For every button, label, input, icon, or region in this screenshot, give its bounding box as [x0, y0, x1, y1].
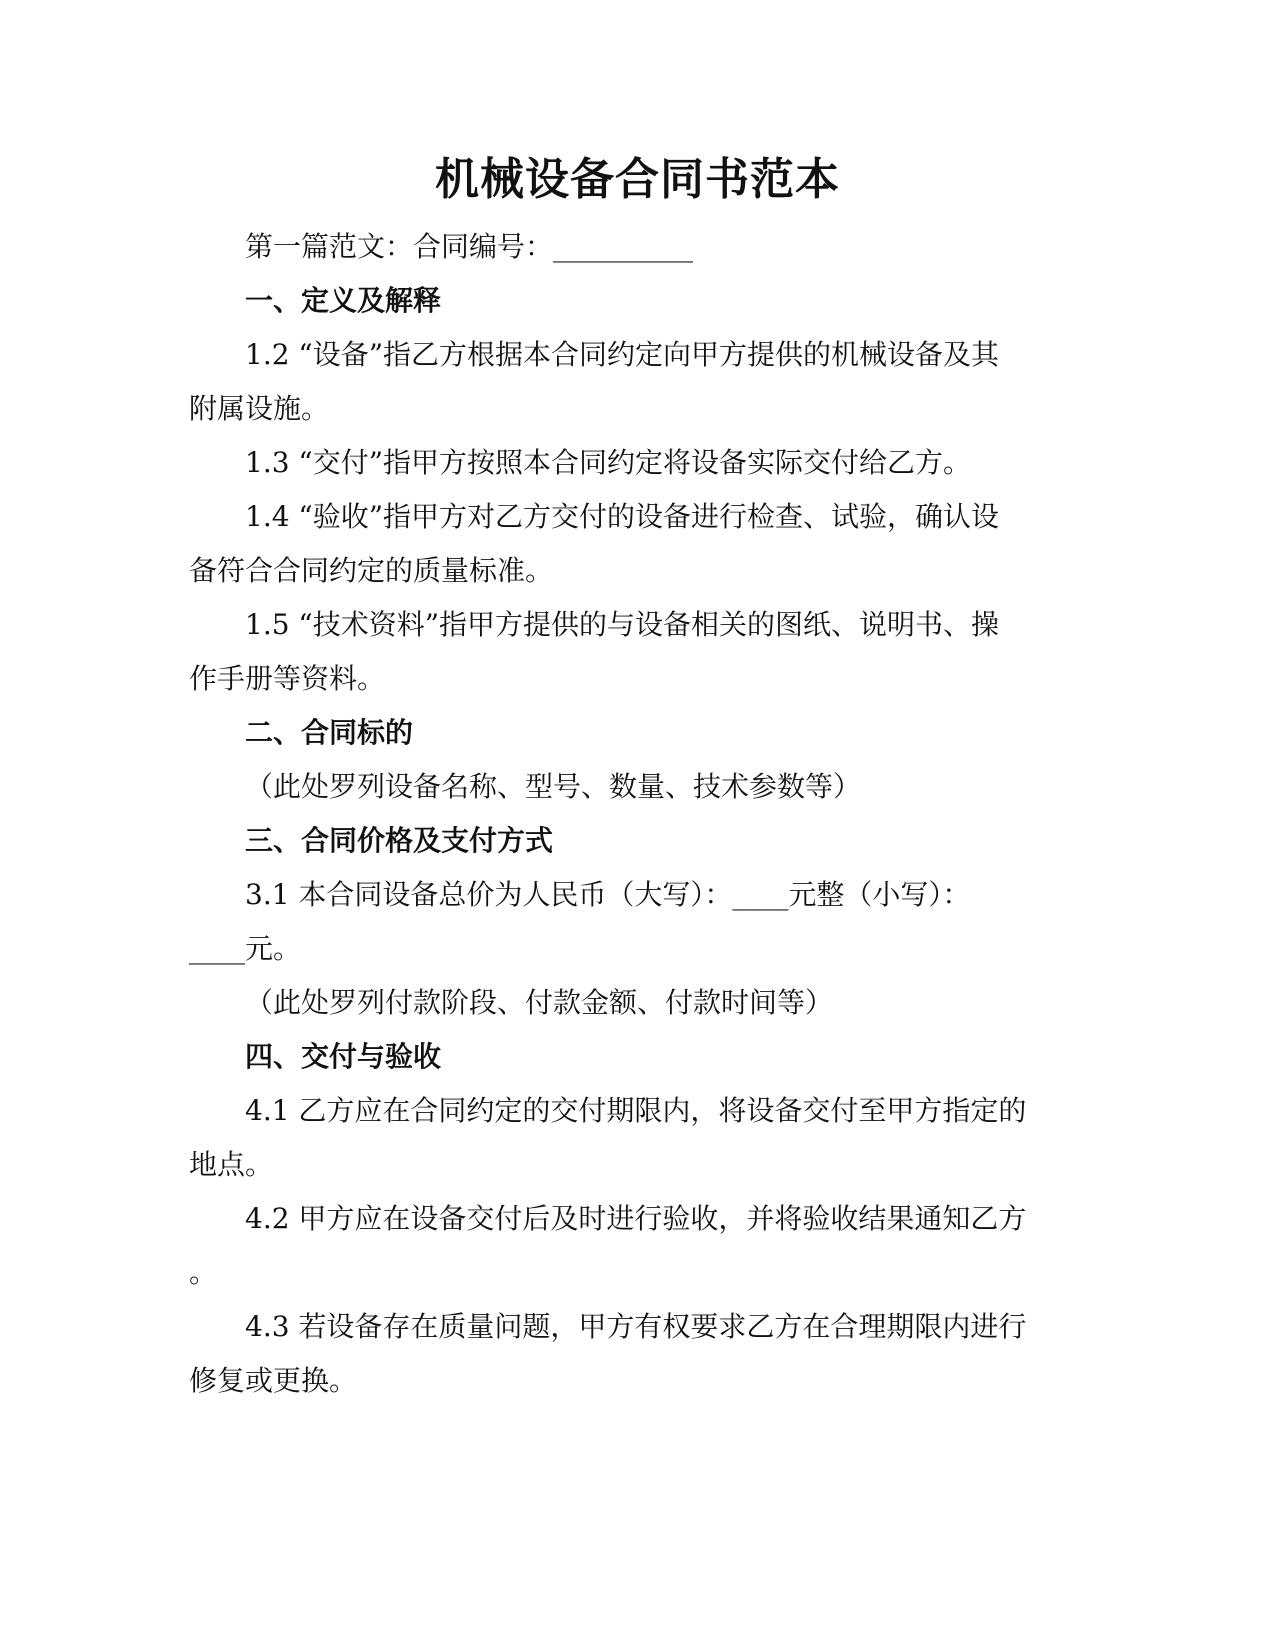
paragraph-line: 作手册等资料。 — [189, 662, 386, 695]
paragraph-line: （此处罗列设备名称、型号、数量、技术参数等） — [245, 770, 862, 803]
document-title: 机械设备合同书范本 — [435, 154, 840, 205]
paragraph-line: 4.2 甲方应在设备交付后及时进行验收，并将验收结果通知乙方 — [245, 1202, 1027, 1235]
paragraph-line: 修复或更换。 — [189, 1364, 358, 1397]
paragraph-line: 1.3 “交付”指甲方按照本合同约定将设备实际交付给乙方。 — [245, 446, 972, 479]
paragraph-line: （此处罗列付款阶段、付款金额、付款时间等） — [245, 986, 834, 1019]
paragraph-line: 1.5 “技术资料”指甲方提供的与设备相关的图纸、说明书、操 — [245, 608, 1000, 641]
paragraph-line: 4.1 乙方应在合同约定的交付期限内，将设备交付至甲方指定的 — [245, 1094, 1027, 1127]
paragraph-line: ____元。 — [189, 932, 302, 965]
section-heading-3: 三、合同价格及支付方式 — [245, 824, 554, 857]
section-heading-4: 四、交付与验收 — [245, 1040, 442, 1073]
section-heading-1: 一、定义及解释 — [245, 284, 442, 317]
paragraph-line: 。 — [189, 1256, 218, 1289]
paragraph-line: 附属设施。 — [189, 392, 330, 425]
paragraph-line: 1.4 “验收”指甲方对乙方交付的设备进行检查、试验，确认设 — [245, 500, 1000, 533]
paragraph-line: 地点。 — [189, 1148, 274, 1181]
paragraph-line: 1.2 “设备”指乙方根据本合同约定向甲方提供的机械设备及其 — [245, 338, 1000, 371]
contract-number-line: 第一篇范文：合同编号：__________ — [245, 230, 694, 263]
paragraph-line: 4.3 若设备存在质量问题，甲方有权要求乙方在合理期限内进行 — [245, 1310, 1027, 1343]
paragraph-line: 3.1 本合同设备总价为人民币（大写）：____元整（小写）： — [245, 878, 971, 911]
paragraph-line: 备符合合同约定的质量标准。 — [189, 554, 554, 587]
section-heading-2: 二、合同标的 — [245, 716, 414, 749]
